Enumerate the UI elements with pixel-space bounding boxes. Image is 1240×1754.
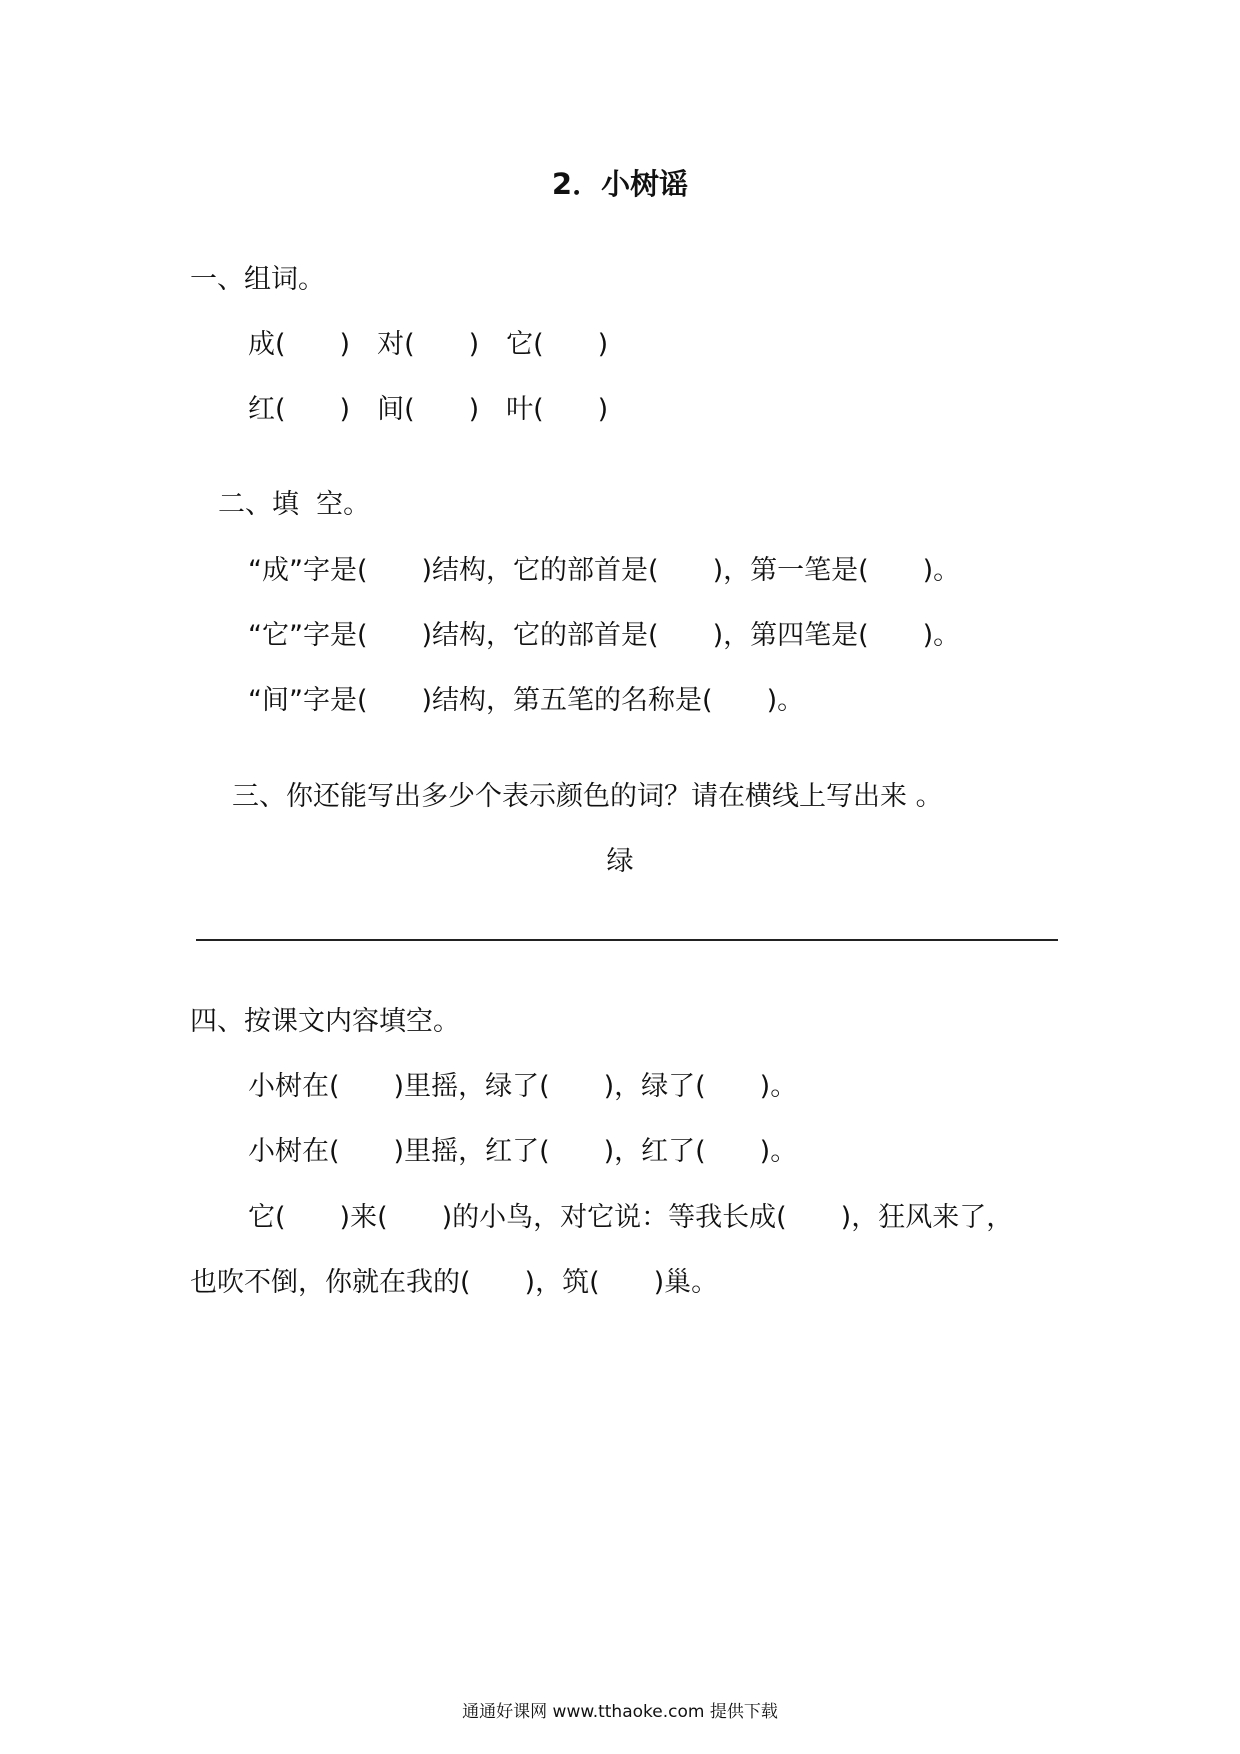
section-4-line-4: 也吹不倒，你就在我的( )，筑( )巢。 [190, 1267, 719, 1298]
footer: 通通好课网 www.tthaoke.com 提供下载 [462, 1702, 778, 1722]
section-2-line-1: “成”字是( )结构，它的部首是( )，第一笔是( )。 [248, 555, 961, 586]
section-4-line-3: 它( )来( )的小鸟，对它说：等我长成( )，狂风来了， [248, 1202, 1014, 1233]
section-2-line-3: “间”字是( )结构，第五笔的名称是( )。 [248, 685, 805, 716]
section-4-line-1: 小树在( )里摇，绿了( )，绿了( )。 [248, 1071, 798, 1102]
section-4-line-2: 小树在( )里摇，红了( )，红了( )。 [248, 1136, 798, 1167]
section-1-heading: 一、组词。 [190, 264, 325, 295]
section-1-line-2: 红( ) 间( ) 叶( ) [248, 394, 609, 425]
section-4-heading: 四、按课文内容填空。 [190, 1006, 460, 1037]
section-1-line-1: 成( ) 对( ) 它( ) [248, 329, 609, 360]
answer-line [196, 939, 1058, 941]
section-3-heading: 三、你还能写出多少个表示颜色的词？请在横线上写出来 。 [232, 781, 943, 812]
worksheet-title: 2．小树谣 [551, 167, 689, 201]
colour-example: 绿 [606, 846, 634, 877]
section-2-heading: 二、填 空。 [218, 489, 371, 520]
section-2-line-2: “它”字是( )结构，它的部首是( )，第四笔是( )。 [248, 620, 961, 651]
